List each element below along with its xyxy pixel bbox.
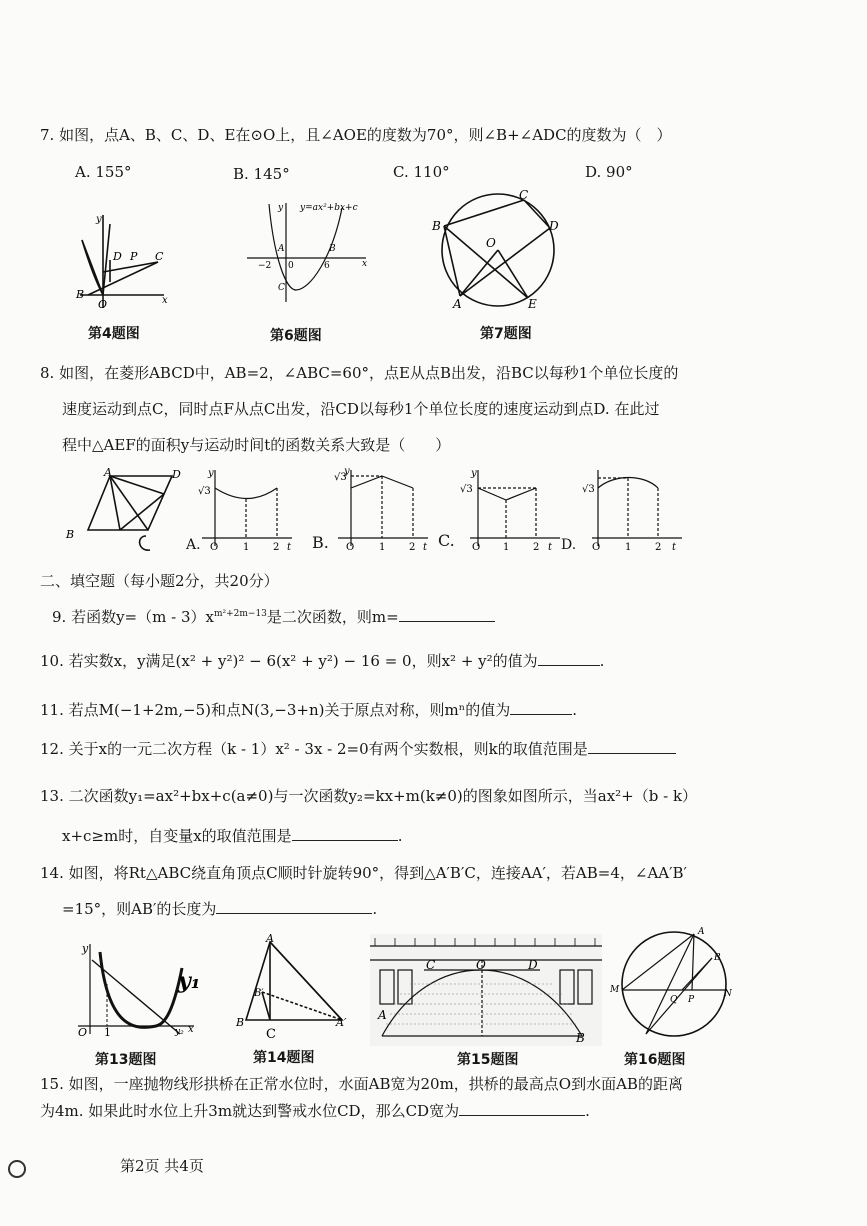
svg-text:E: E <box>528 297 537 310</box>
svg-text:C: C <box>266 1027 276 1040</box>
figure-q7 <box>428 190 568 310</box>
svg-text:A: A <box>698 927 705 937</box>
svg-text:B: B <box>432 219 441 233</box>
q11-answer-blank[interactable] <box>510 700 572 715</box>
caption-fig7: 第7题图 <box>480 326 532 342</box>
svg-text:0: 0 <box>288 261 294 271</box>
caption-fig6: 第6题图 <box>270 328 322 344</box>
q8-line3: 程中△AEF的面积y与运动时间t的函数关系大致是（ ） <box>62 436 451 454</box>
svg-text:A: A <box>278 244 285 254</box>
svg-text:2: 2 <box>533 542 540 553</box>
figure-q14 <box>232 934 352 1040</box>
svg-text:A: A <box>104 466 112 479</box>
figure-q15 <box>370 934 602 1046</box>
caption-fig15: 第15题图 <box>457 1052 519 1068</box>
q8-line1: 8. 如图，在菱形ABCD中，AB=2，∠ABC=60°，点E从点B出发，沿BC以每秒1个单位长度的 <box>40 364 679 382</box>
svg-text:C: C <box>278 283 285 293</box>
q7-option-b: B. 145° <box>233 165 290 183</box>
svg-text:O: O <box>476 958 486 972</box>
graph-option-c <box>450 466 565 556</box>
figure-q8-rhombus <box>60 466 190 556</box>
q15-answer-blank[interactable] <box>459 1101 585 1116</box>
svg-text:x: x <box>362 259 368 269</box>
svg-text:y: y <box>96 214 102 225</box>
q15-text-b: 为4m. 如果此时水位上升3m就达到警戒水位CD，那么CD宽为 <box>40 1102 460 1120</box>
svg-text:A: A <box>378 1008 387 1022</box>
graph-option-d <box>574 466 689 556</box>
svg-text:1: 1 <box>625 542 632 553</box>
q9-answer-blank[interactable] <box>399 607 495 622</box>
q10-text: 10. 若实数x，y满足(x² + y²)² − 6(x² + y²) − 16 = 0，则x² + y²的值为 <box>40 652 538 670</box>
svg-text:t: t <box>672 542 677 553</box>
svg-text:1: 1 <box>503 542 510 553</box>
svg-text:O: O <box>98 298 108 310</box>
graph-option-b <box>318 466 433 556</box>
q15-line1: 15. 如图，一座抛物线形拱桥在正常水位时，水面AB宽为20m，拱桥的最高点O到水面AB的距离 <box>40 1075 683 1093</box>
q10-answer-blank[interactable] <box>538 651 600 666</box>
svg-text:6: 6 <box>324 261 330 271</box>
q9 <box>52 606 495 627</box>
q12-text: 12. 关于x的一元二次方程（k - 1）x² - 3x - 2=0有两个实数根，则k的取值范围是 <box>40 740 588 758</box>
svg-text:y: y <box>82 942 89 955</box>
svg-text:2: 2 <box>273 542 280 553</box>
svg-text:C: C <box>519 190 529 202</box>
q11 <box>40 699 577 720</box>
q14-line1: 14. 如图，将Rt△ABC绕直角顶点C顺时针旋转90°，得到△A′B′C，连接AA′，若AB=4，∠AA′B′ <box>40 864 687 882</box>
svg-text:C: C <box>426 958 436 972</box>
figure-q16 <box>608 922 738 1042</box>
svg-text:t: t <box>287 542 292 553</box>
caption-fig16: 第16题图 <box>624 1052 686 1068</box>
q7-stem: 7. 如图，点A、B、C、D、E在⊙O上，且∠AOE的度数为70°，则∠B+∠ADC的度数为（ ） <box>40 126 672 144</box>
svg-text:O: O <box>592 542 601 553</box>
svg-text:P: P <box>130 250 138 263</box>
choice-label-d: D. <box>561 537 577 553</box>
svg-text:P: P <box>688 995 695 1005</box>
figure-q6-equation: y=ax²+bx+c <box>300 203 358 213</box>
caption-fig14: 第14题图 <box>253 1050 315 1066</box>
svg-text:Q: Q <box>670 995 678 1005</box>
svg-text:N: N <box>724 989 732 999</box>
svg-text:y: y <box>471 468 477 479</box>
svg-text:B: B <box>76 288 85 301</box>
q7-option-a: A. 155° <box>75 163 132 181</box>
svg-text:y₁: y₁ <box>178 968 200 994</box>
q12 <box>40 738 676 759</box>
svg-text:1: 1 <box>243 542 250 553</box>
svg-text:−2: −2 <box>258 261 272 271</box>
q13-line2 <box>62 825 402 846</box>
svg-text:B: B <box>329 244 336 254</box>
svg-text:B′: B′ <box>254 988 264 999</box>
svg-text:t: t <box>423 542 428 553</box>
svg-text:2: 2 <box>409 542 416 553</box>
q7-option-c: C. 110° <box>393 163 450 181</box>
q13-answer-blank[interactable] <box>292 826 398 841</box>
q10 <box>40 650 604 671</box>
svg-text:B: B <box>66 528 75 541</box>
figure-q4 <box>70 210 170 310</box>
q10-end: . <box>599 652 605 670</box>
binding-hole-icon <box>8 1160 26 1178</box>
svg-text:O: O <box>472 542 481 553</box>
svg-text:y: y <box>278 203 284 213</box>
svg-text:1: 1 <box>379 542 386 553</box>
svg-text:D: D <box>172 468 181 481</box>
q12-answer-blank[interactable] <box>588 739 676 754</box>
svg-text:A: A <box>453 297 462 310</box>
q15-line2 <box>40 1100 590 1121</box>
svg-text:y₂: y₂ <box>175 1027 184 1037</box>
q11-text: 11. 若点M(−1+2m,−5)和点N(3,−3+n)关于原点对称，则mⁿ的值为 <box>40 701 511 719</box>
q9-text-b: 是二次函数，则m= <box>266 608 399 626</box>
svg-text:2: 2 <box>655 542 662 553</box>
q11-end: . <box>572 701 577 719</box>
svg-text:D: D <box>528 958 538 972</box>
svg-text:O: O <box>346 542 355 553</box>
caption-fig4: 第4题图 <box>88 326 140 342</box>
q14-text-b: =15°，则AB′的长度为 <box>62 900 217 918</box>
q14-end: . <box>372 900 378 918</box>
q9-text-a: 9. 若函数y=（m - 3）x <box>52 608 214 626</box>
svg-text:O: O <box>78 1026 88 1038</box>
q14-answer-blank[interactable] <box>216 899 372 914</box>
choice-label-c: C. <box>438 531 455 550</box>
svg-text:O: O <box>210 542 219 553</box>
svg-text:B: B <box>236 1016 245 1029</box>
page-number: 第2页 共4页 <box>120 1157 204 1175</box>
figure-q6 <box>242 198 370 306</box>
q15-end: . <box>585 1102 590 1120</box>
svg-text:y: y <box>344 466 350 477</box>
q9-exponent: m²+2m−13 <box>213 609 267 619</box>
svg-text:A′: A′ <box>336 1016 347 1029</box>
q13-line1: 13. 二次函数y₁=ax²+bx+c(a≠0)与一次函数y₂=kx+m(k≠0)的图象如图所示，当ax²+（b - k） <box>40 787 698 805</box>
svg-text:B: B <box>714 953 721 963</box>
svg-text:O: O <box>486 236 496 250</box>
svg-text:x: x <box>188 1024 194 1035</box>
svg-text:√3: √3 <box>334 472 347 483</box>
svg-text:C: C <box>155 250 164 263</box>
q14-line2 <box>62 898 377 919</box>
figure-q13 <box>70 938 200 1038</box>
svg-text:√3: √3 <box>198 486 211 497</box>
svg-text:t: t <box>548 542 553 553</box>
q7-option-d: D. 90° <box>585 163 633 181</box>
q13-text-b: x+c≥m时，自变量x的取值范围是 <box>62 827 292 845</box>
svg-text:D: D <box>549 219 559 233</box>
svg-text:B: B <box>576 1031 585 1045</box>
section2-title: 二、填空题（每小题2分，共20分） <box>40 572 279 590</box>
choice-label-a: A. <box>186 537 201 553</box>
svg-text:√3: √3 <box>460 484 473 495</box>
caption-fig13: 第13题图 <box>95 1052 157 1068</box>
choice-label-b: B. <box>312 533 329 552</box>
svg-text:y: y <box>208 468 214 479</box>
svg-text:D: D <box>113 250 122 263</box>
q13-end: . <box>397 827 403 845</box>
svg-text:√3: √3 <box>582 484 595 495</box>
svg-text:M: M <box>610 985 620 995</box>
q8-line2: 速度运动到点C，同时点F从点C出发，沿CD以每秒1个单位长度的速度运动到点D. 在此过 <box>62 400 660 418</box>
svg-text:x: x <box>162 295 168 306</box>
svg-text:A: A <box>266 934 274 945</box>
svg-text:1: 1 <box>104 1026 111 1038</box>
